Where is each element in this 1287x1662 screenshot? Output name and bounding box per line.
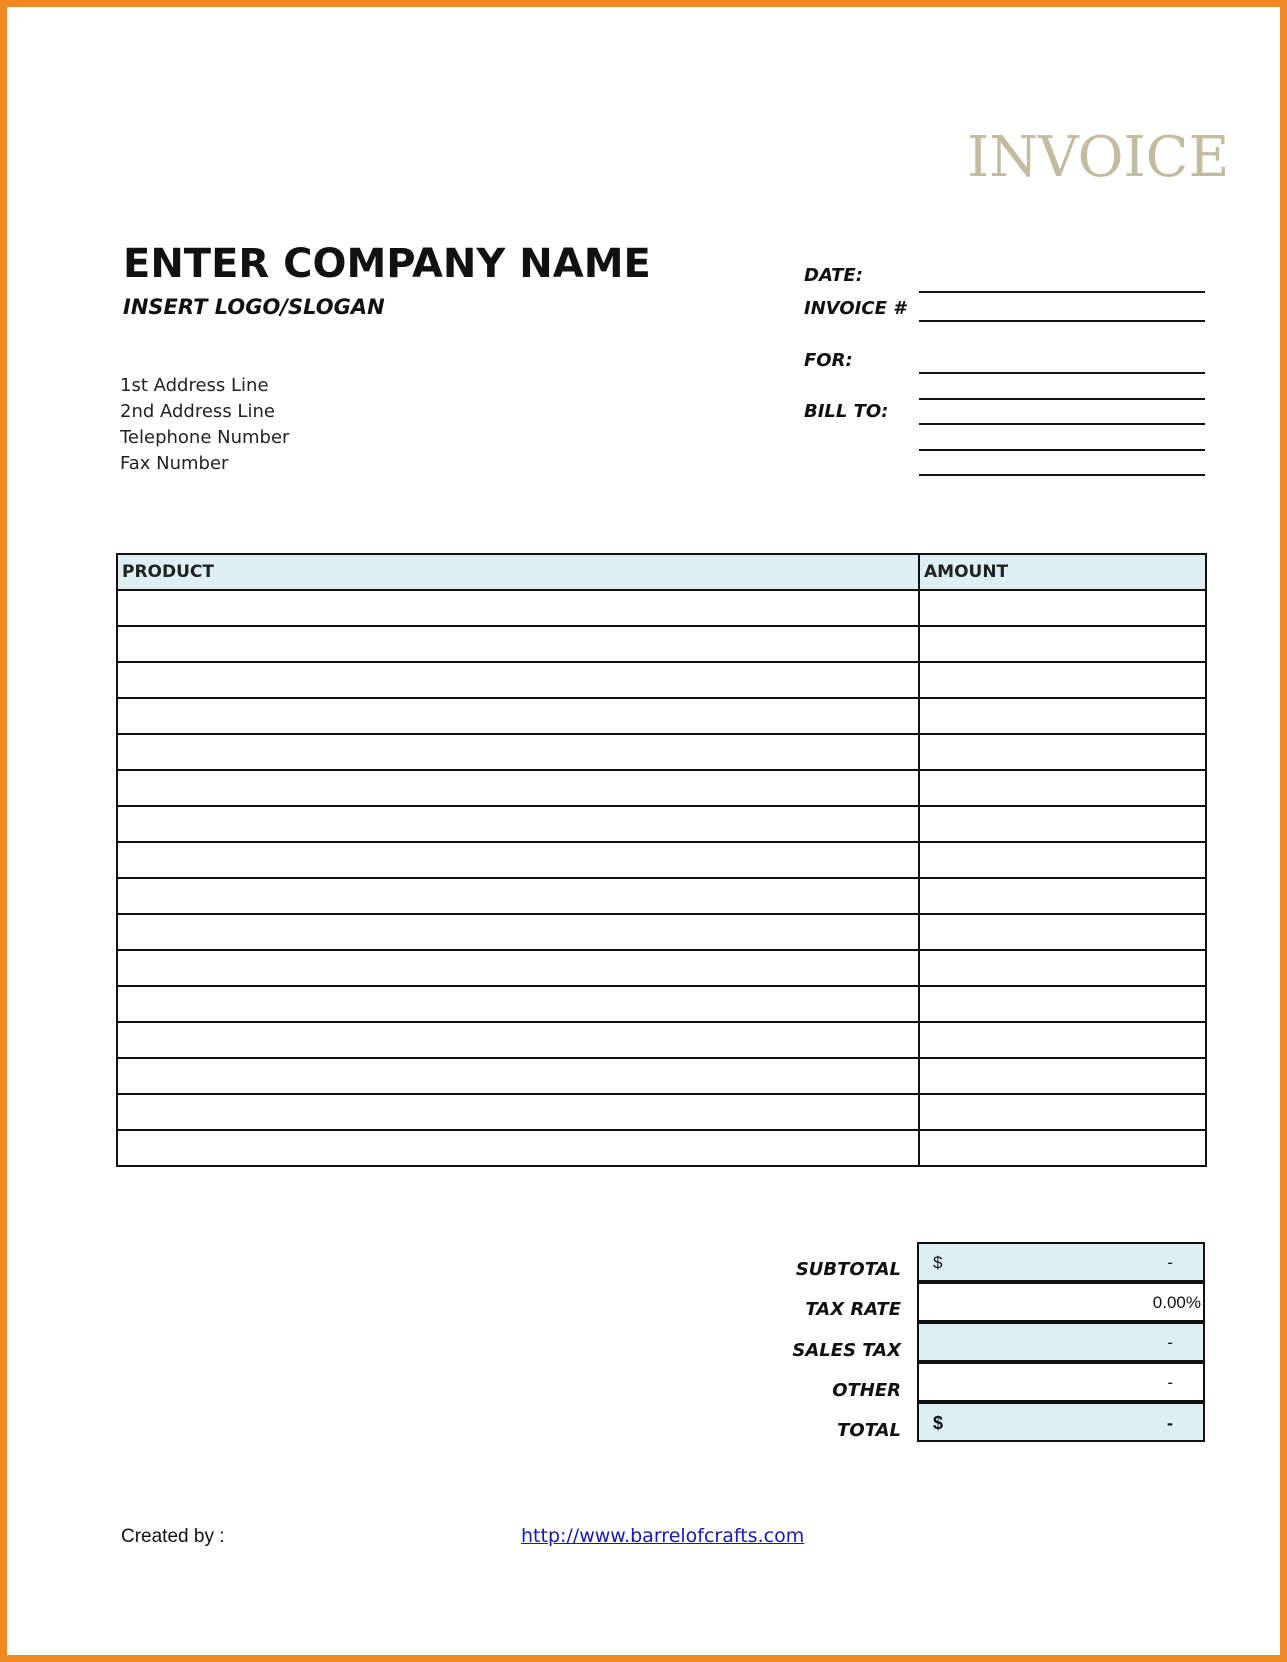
table-row (117, 662, 1206, 698)
table-row (117, 1058, 1206, 1094)
company-name[interactable]: ENTER COMPANY NAME (123, 241, 651, 287)
amount-cell[interactable] (919, 878, 1206, 914)
amount-cell[interactable] (919, 698, 1206, 734)
table-row (117, 1130, 1206, 1166)
amount-cell[interactable] (919, 1022, 1206, 1058)
amount-cell[interactable] (919, 950, 1206, 986)
address-line-1[interactable]: 1st Address Line (120, 375, 269, 396)
product-cell[interactable] (117, 842, 919, 878)
product-cell[interactable] (117, 806, 919, 842)
table-row (117, 950, 1206, 986)
address-line-2[interactable]: 2nd Address Line (120, 401, 275, 422)
product-cell[interactable] (117, 1130, 919, 1166)
tax-rate-label: TAX RATE (805, 1299, 901, 1320)
table-row (117, 1094, 1206, 1130)
subtotal-currency: $ (933, 1253, 943, 1272)
table-row (117, 770, 1206, 806)
amount-cell[interactable] (919, 662, 1206, 698)
product-column-header: PRODUCT (117, 554, 919, 590)
tax-rate-value: 0.00% (1152, 1293, 1201, 1312)
logo-slogan[interactable]: INSERT LOGO/SLOGAN (123, 295, 385, 319)
table-row (117, 806, 1206, 842)
invoice-number-label: INVOICE # (804, 298, 906, 319)
product-cell[interactable] (117, 590, 919, 626)
amount-cell[interactable] (919, 986, 1206, 1022)
subtotal-cell (917, 1242, 1205, 1282)
bill-to-field-1[interactable] (919, 398, 1205, 400)
created-by-label: Created by : (121, 1526, 225, 1547)
table-row (117, 914, 1206, 950)
sales-tax-cell (917, 1322, 1205, 1362)
amount-cell[interactable] (919, 1130, 1206, 1166)
product-cell[interactable] (117, 1094, 919, 1130)
date-label: DATE: (804, 265, 863, 286)
bill-to-label: BILL TO: (804, 401, 889, 422)
telephone-number[interactable]: Telephone Number (120, 427, 290, 448)
tax-rate-cell[interactable] (917, 1282, 1205, 1322)
total-cell (917, 1402, 1205, 1442)
product-cell[interactable] (117, 770, 919, 806)
bill-to-field-3[interactable] (919, 449, 1205, 451)
for-label: FOR: (804, 350, 853, 371)
barrelofcrafts-link[interactable]: http://www.barrelofcrafts.com (521, 1525, 805, 1547)
table-row (117, 734, 1206, 770)
product-cell[interactable] (117, 698, 919, 734)
product-cell[interactable] (117, 626, 919, 662)
amount-cell[interactable] (919, 590, 1206, 626)
invoice-number-field[interactable] (919, 320, 1205, 322)
bill-to-field-2[interactable] (919, 423, 1205, 425)
amount-cell[interactable] (919, 770, 1206, 806)
subtotal-value: - (1167, 1253, 1173, 1272)
other-label: OTHER (832, 1380, 901, 1401)
product-cell[interactable] (117, 986, 919, 1022)
product-cell[interactable] (117, 1058, 919, 1094)
for-field[interactable] (919, 372, 1205, 374)
fax-number[interactable]: Fax Number (120, 453, 229, 474)
table-row (117, 698, 1206, 734)
sales-tax-value: - (1167, 1333, 1173, 1352)
other-value: - (1167, 1373, 1173, 1392)
items-table (116, 553, 1207, 1167)
other-cell[interactable] (917, 1362, 1205, 1402)
invoice-title: INVOICE (967, 125, 1230, 190)
amount-cell[interactable] (919, 626, 1206, 662)
table-row (117, 590, 1206, 626)
table-row (117, 842, 1206, 878)
total-currency: $ (933, 1413, 944, 1433)
amount-column-header: AMOUNT (919, 554, 1206, 590)
product-cell[interactable] (117, 878, 919, 914)
table-row (117, 1022, 1206, 1058)
date-field[interactable] (919, 291, 1205, 293)
product-cell[interactable] (117, 914, 919, 950)
table-row (117, 986, 1206, 1022)
amount-cell[interactable] (919, 1058, 1206, 1094)
subtotal-label: SUBTOTAL (795, 1259, 901, 1280)
amount-cell[interactable] (919, 1094, 1206, 1130)
amount-cell[interactable] (919, 734, 1206, 770)
amount-cell[interactable] (919, 842, 1206, 878)
table-header-row (117, 554, 1206, 590)
sales-tax-label: SALES TAX (792, 1340, 901, 1361)
table-row (117, 878, 1206, 914)
total-value: - (1167, 1413, 1173, 1433)
product-cell[interactable] (117, 734, 919, 770)
product-cell[interactable] (117, 1022, 919, 1058)
product-cell[interactable] (117, 950, 919, 986)
items-table-body (117, 590, 1206, 1166)
amount-cell[interactable] (919, 806, 1206, 842)
product-cell[interactable] (117, 662, 919, 698)
total-label: TOTAL (837, 1420, 901, 1441)
table-row (117, 626, 1206, 662)
amount-cell[interactable] (919, 914, 1206, 950)
bill-to-field-4[interactable] (919, 474, 1205, 476)
